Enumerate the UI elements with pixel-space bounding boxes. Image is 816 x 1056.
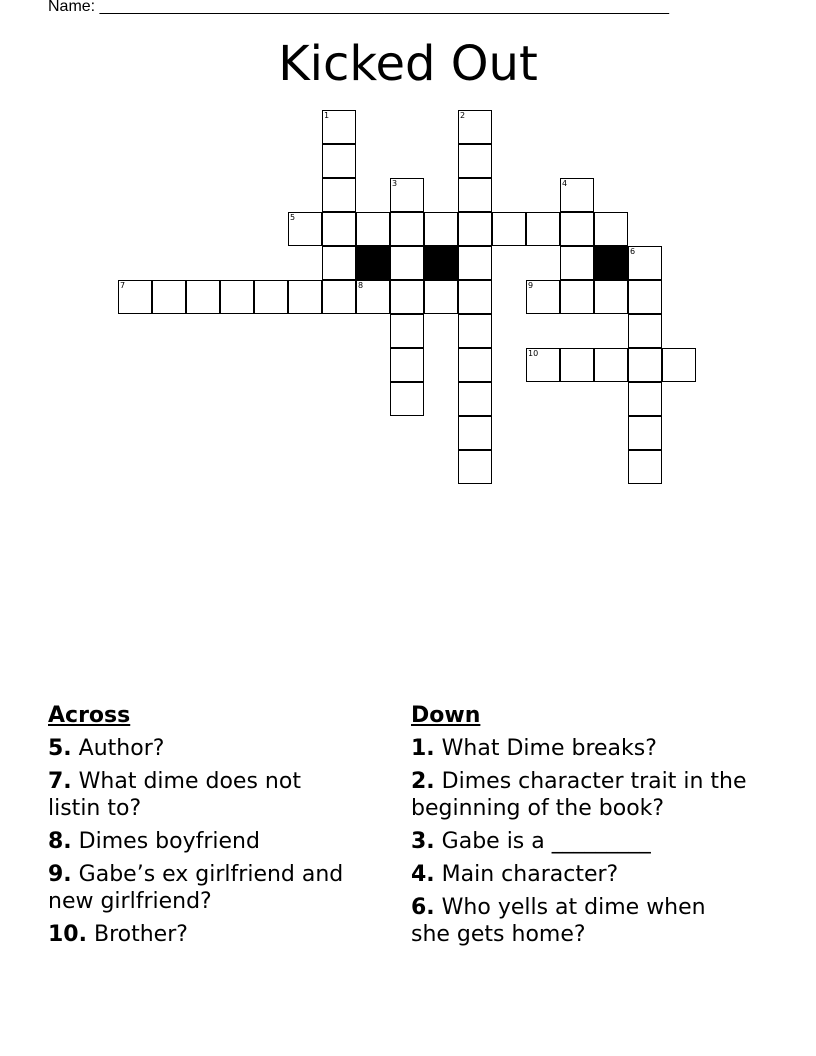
clue-item	[48, 735, 348, 762]
grid-cell[interactable]	[628, 382, 662, 416]
grid-cell[interactable]	[322, 178, 356, 212]
grid-cell[interactable]	[356, 280, 390, 314]
grid-cell[interactable]	[662, 348, 696, 382]
clue-number: 4.	[411, 862, 435, 887]
grid-cell[interactable]	[628, 450, 662, 484]
clue-number: 4	[562, 179, 568, 188]
grid-cell[interactable]	[254, 280, 288, 314]
grid-cell[interactable]	[390, 382, 424, 416]
clue-item	[48, 828, 348, 855]
clue-number: 10	[528, 349, 539, 358]
grid-cell[interactable]	[322, 110, 356, 144]
clue-text: Author?	[78, 736, 165, 761]
grid-cell[interactable]	[458, 280, 492, 314]
clue-number: 3	[392, 179, 398, 188]
clue-number: 9	[528, 281, 534, 290]
clue-number: 7.	[48, 769, 72, 794]
clue-number: 1.	[411, 736, 435, 761]
grid-cell[interactable]	[628, 348, 662, 382]
clue-item	[411, 894, 751, 948]
clue-number: 9.	[48, 862, 72, 887]
grid-cell[interactable]	[628, 416, 662, 450]
clue-text: Gabe is a _________	[441, 829, 651, 854]
clue-number: 3.	[411, 829, 435, 854]
grid-cell[interactable]	[288, 280, 322, 314]
name-field[interactable]: Name: ________________________________________________________________	[48, 0, 670, 15]
grid-cell[interactable]	[458, 110, 492, 144]
clue-number: 10.	[48, 922, 87, 947]
across-heading: Across	[48, 703, 131, 728]
grid-cell[interactable]	[526, 212, 560, 246]
grid-cell[interactable]	[458, 178, 492, 212]
black-square	[594, 246, 628, 280]
grid-cell[interactable]	[560, 212, 594, 246]
clue-number: 6.	[411, 895, 435, 920]
black-square	[356, 246, 390, 280]
grid-cell[interactable]	[458, 382, 492, 416]
grid-cell[interactable]	[628, 280, 662, 314]
grid-cell[interactable]	[390, 178, 424, 212]
grid-cell[interactable]	[390, 348, 424, 382]
clue-item	[411, 861, 751, 888]
down-clues	[411, 702, 751, 954]
clue-text: Brother?	[93, 922, 188, 947]
grid-cell[interactable]	[560, 178, 594, 212]
clue-item	[48, 861, 348, 915]
grid-cell[interactable]	[118, 280, 152, 314]
grid-cell[interactable]	[560, 280, 594, 314]
grid-cell[interactable]	[594, 348, 628, 382]
grid-cell[interactable]	[152, 280, 186, 314]
grid-cell[interactable]	[594, 280, 628, 314]
clue-item	[48, 768, 348, 822]
grid-cell[interactable]	[492, 212, 526, 246]
down-heading: Down	[411, 703, 481, 728]
grid-cell[interactable]	[628, 246, 662, 280]
across-clues	[48, 702, 348, 954]
clue-text: Dimes boyfriend	[78, 829, 260, 854]
clue-number: 5	[290, 213, 296, 222]
grid-cell[interactable]	[458, 416, 492, 450]
grid-cell[interactable]	[186, 280, 220, 314]
grid-cell[interactable]	[356, 212, 390, 246]
clue-number: 5.	[48, 736, 72, 761]
grid-cell[interactable]	[390, 246, 424, 280]
clue-text: Gabe’s ex girlfriend and new girlfriend?	[48, 862, 344, 914]
grid-cell[interactable]	[220, 280, 254, 314]
grid-cell[interactable]	[322, 212, 356, 246]
clue-number: 1	[324, 111, 330, 120]
clue-number: 2.	[411, 769, 435, 794]
clue-number: 2	[460, 111, 466, 120]
grid-cell[interactable]	[526, 280, 560, 314]
puzzle-title: Kicked Out	[278, 36, 538, 92]
clue-text: Dimes character trait in the beginning of the book?	[411, 769, 747, 821]
clue-number: 7	[120, 281, 126, 290]
grid-cell[interactable]	[322, 144, 356, 178]
clue-number: 6	[630, 247, 636, 256]
grid-cell[interactable]	[458, 144, 492, 178]
clue-text: Main character?	[441, 862, 619, 887]
clue-item	[411, 768, 751, 822]
grid-cell[interactable]	[458, 348, 492, 382]
clue-number: 8	[358, 281, 364, 290]
grid-cell[interactable]	[322, 246, 356, 280]
clue-text: What Dime breaks?	[441, 736, 657, 761]
grid-cell[interactable]	[458, 314, 492, 348]
grid-cell[interactable]	[458, 246, 492, 280]
grid-cell[interactable]	[390, 280, 424, 314]
grid-cell[interactable]	[322, 280, 356, 314]
grid-cell[interactable]	[594, 212, 628, 246]
grid-cell[interactable]	[458, 212, 492, 246]
clue-text: Who yells at dime when she gets home?	[411, 895, 706, 947]
clue-item	[411, 735, 751, 762]
grid-cell[interactable]	[560, 348, 594, 382]
clue-item	[48, 921, 348, 948]
clue-text: What dime does not listin to?	[48, 769, 301, 821]
grid-cell[interactable]	[526, 348, 560, 382]
crossword-grid	[0, 0, 816, 520]
clue-number: 8.	[48, 829, 72, 854]
black-square	[424, 246, 458, 280]
grid-cell[interactable]	[424, 280, 458, 314]
grid-cell[interactable]	[390, 314, 424, 348]
clue-item	[411, 828, 751, 855]
grid-cell[interactable]	[628, 314, 662, 348]
grid-cell[interactable]	[458, 450, 492, 484]
grid-cell[interactable]	[424, 212, 458, 246]
grid-cell[interactable]	[390, 212, 424, 246]
grid-cell[interactable]	[288, 212, 322, 246]
grid-cell[interactable]	[560, 246, 594, 280]
